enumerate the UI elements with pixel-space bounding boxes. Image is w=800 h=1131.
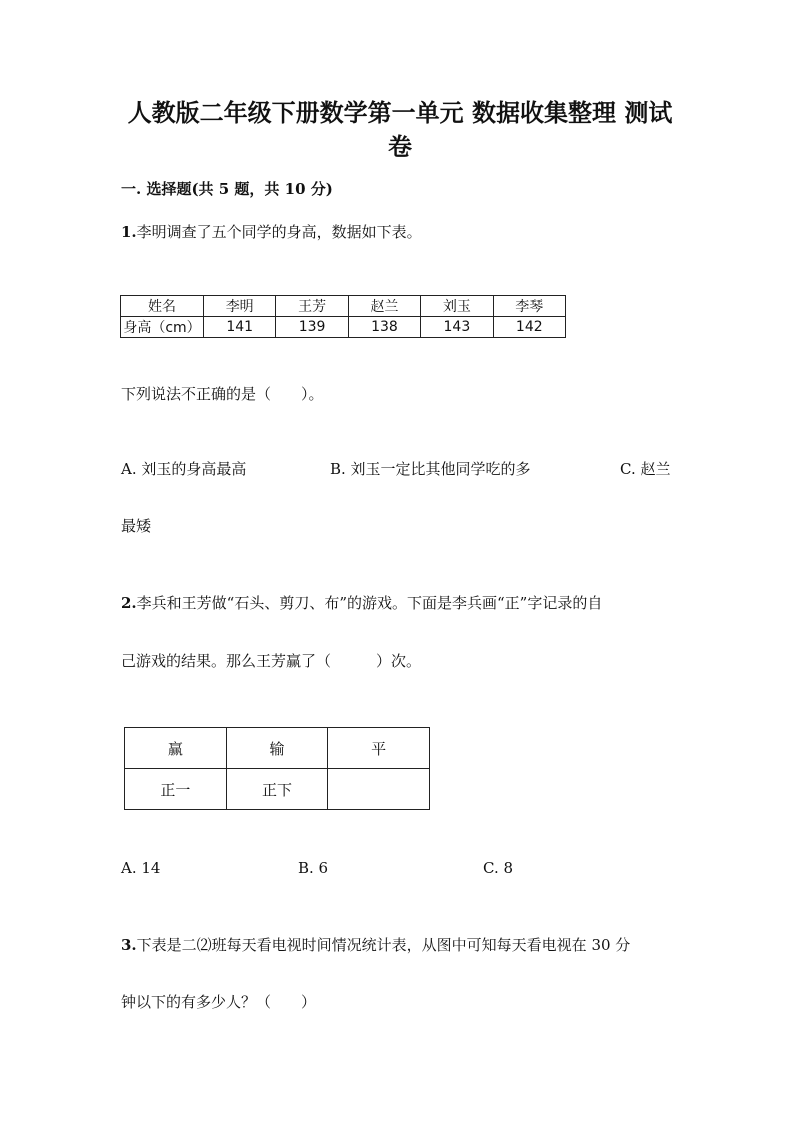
question-text-line2: 己游戏的结果。那么王芳赢了（ ）次。 xyxy=(121,652,422,670)
table-cell: 身高（cm） xyxy=(121,317,204,338)
option-b: B. 刘玉一定比其他同学吃的多 xyxy=(330,460,531,478)
table-cell: 输 xyxy=(226,728,328,769)
option-c: C. 8 xyxy=(483,859,514,877)
height-table xyxy=(120,295,566,338)
table-cell: 姓名 xyxy=(121,296,204,317)
table-cell: 141 xyxy=(204,317,276,338)
table-cell: 143 xyxy=(421,317,493,338)
question-2 xyxy=(121,592,602,613)
table-cell: 王芳 xyxy=(276,296,348,317)
table-row xyxy=(121,317,566,338)
table-cell: 李明 xyxy=(204,296,276,317)
question-text-line2: 钟以下的有多少人？（ ） xyxy=(121,993,317,1011)
table-cell: 正下 xyxy=(226,769,328,810)
table-row xyxy=(125,728,430,769)
section-heading: 一. 选择题(共 5 题，共 10 分) xyxy=(121,180,333,198)
table-cell: 139 xyxy=(276,317,348,338)
question-text: 下表是二⑵班每天看电视时间情况统计表，从图中可知每天看电视在 30 分 xyxy=(136,936,631,954)
option-a: A. 刘玉的身高最高 xyxy=(121,460,247,478)
option-c: C. 赵兰 xyxy=(620,460,671,478)
question-3 xyxy=(121,934,630,955)
option-b: B. 6 xyxy=(298,859,329,877)
table-row xyxy=(125,769,430,810)
option-c-continued: 最矮 xyxy=(121,517,152,535)
question-number: 3. xyxy=(121,936,137,954)
table-cell: 赵兰 xyxy=(348,296,420,317)
question-text: 李明调查了五个同学的身高，数据如下表。 xyxy=(136,223,422,241)
question-prompt: 下列说法不正确的是（ ）。 xyxy=(121,385,324,403)
table-cell: 赢 xyxy=(125,728,227,769)
question-number: 2. xyxy=(121,594,137,612)
question-text: 李兵和王芳做“石头、剪刀、布”的游戏。下面是李兵画“正”字记录的自 xyxy=(136,594,603,612)
table-cell: 142 xyxy=(493,317,565,338)
tally-table xyxy=(124,727,430,810)
table-cell: 刘玉 xyxy=(421,296,493,317)
table-row xyxy=(121,296,566,317)
question-number: 1. xyxy=(121,223,137,241)
question-1 xyxy=(121,221,422,242)
table-cell: 138 xyxy=(348,317,420,338)
page-title: 人教版二年级下册数学第一单元 数据收集整理 测试卷 xyxy=(127,99,673,161)
table-cell: 正一 xyxy=(125,769,227,810)
table-cell xyxy=(328,769,430,810)
table-cell: 李琴 xyxy=(493,296,565,317)
option-a: A. 14 xyxy=(121,859,161,877)
table-cell: 平 xyxy=(328,728,430,769)
